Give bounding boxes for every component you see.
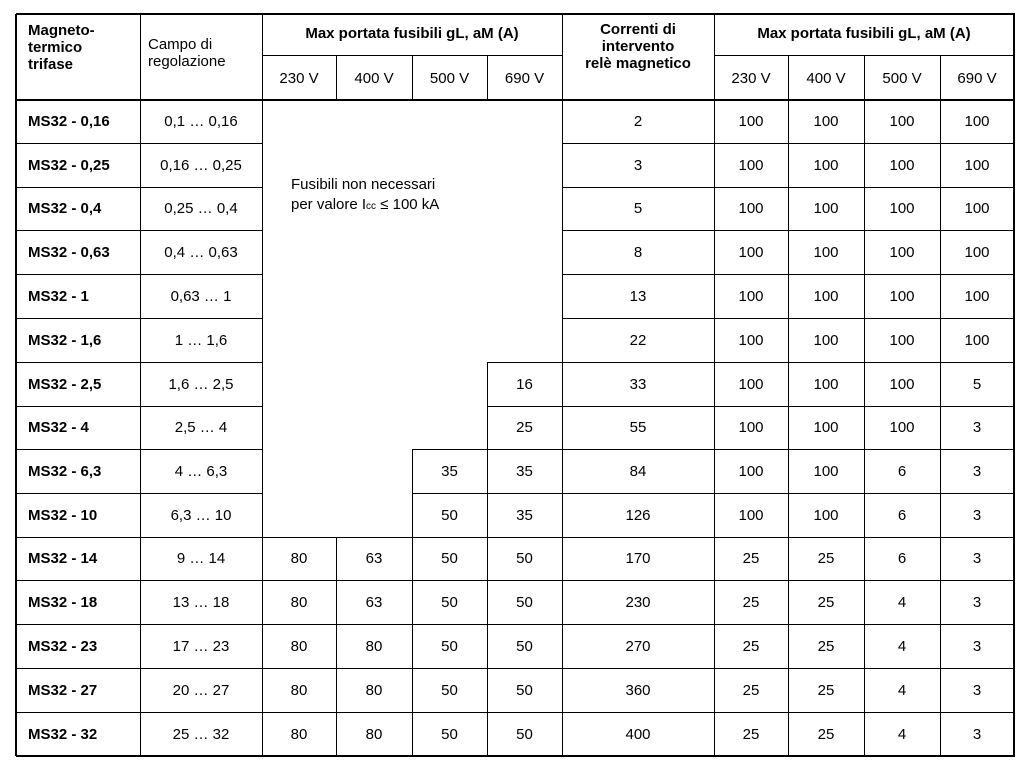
grid-line: [336, 55, 337, 100]
fuse-rating-cell: 25: [742, 593, 760, 611]
fuse-rating-cell: 80: [290, 637, 308, 655]
fuse-rating-cell: 50: [516, 725, 533, 743]
model-cell: MS32 - 18: [28, 593, 98, 611]
relay-current-cell: 5: [633, 200, 643, 217]
header-fuses-title-2: Max portata fusibili gL, aM (A): [757, 25, 971, 42]
fuse-rating-cell: 100: [889, 287, 915, 305]
relay-current-cell: 13: [629, 287, 647, 305]
model-cell: MS32 - 4: [28, 419, 89, 436]
fuse-rating-cell: [262, 493, 336, 537]
header-model-label: Magneto- termico trifase: [28, 22, 95, 73]
fuse-rating-cell: [262, 187, 336, 230]
fuse-rating-cell: 100: [813, 156, 839, 174]
relay-current-cell: 22: [629, 331, 647, 349]
fuse-rating-cell: 63: [365, 593, 383, 611]
model-cell: MS32 - 23: [28, 637, 98, 655]
model-cell: MS32 - 0,4: [28, 200, 102, 217]
range-cell: 13 … 18: [172, 593, 230, 611]
fuse-rating-cell: 100: [738, 156, 764, 174]
fuse-rating-cell: 25: [742, 681, 760, 699]
relay-current-cell: 55: [629, 419, 647, 436]
fuse-rating-cell: 6: [897, 462, 907, 480]
range-cell: 1 … 1,6: [174, 331, 228, 349]
fuse-rating-cell: 100: [813, 113, 839, 130]
model-cell: MS32 - 14: [28, 550, 98, 567]
fuse-rating-cell: [487, 187, 562, 230]
fuse-rating-cell: [487, 274, 562, 318]
fuse-rating-cell: 100: [813, 331, 839, 349]
fuse-rating-cell: 16: [516, 375, 533, 393]
fuse-rating-cell: 50: [441, 506, 458, 524]
range-cell: 0,1 … 0,16: [164, 113, 238, 130]
range-cell: 0,25 … 0,4: [164, 200, 238, 217]
fuse-rating-cell: 3: [972, 637, 982, 655]
fuse-rating-cell: 3: [972, 462, 982, 480]
fuse-rating-cell: 100: [738, 331, 764, 349]
relay-current-cell: 2: [633, 113, 643, 130]
fuse-rating-cell: [487, 143, 562, 187]
voltage-label: 500 V: [429, 69, 470, 87]
table-border: [16, 13, 1015, 15]
voltage-label: 690 V: [957, 69, 997, 87]
fuse-rating-cell: 50: [516, 593, 533, 611]
fuse-rating-cell: 50: [441, 637, 458, 655]
header-fuses-title-1: Max portata fusibili gL, aM (A): [305, 25, 519, 42]
fuse-rating-cell: 50: [441, 681, 458, 699]
fuse-rating-cell: 100: [813, 462, 839, 480]
fuse-rating-cell: 100: [889, 419, 915, 436]
fuse-rating-cell: 50: [516, 681, 533, 699]
fuse-rating-cell: [336, 318, 412, 362]
fuse-rating-cell: 80: [290, 593, 308, 611]
voltage-label: 690 V: [504, 69, 545, 87]
fuse-rating-cell: 80: [290, 681, 308, 699]
fuse-rating-cell: 100: [738, 375, 764, 393]
fuse-rating-cell: 100: [889, 375, 915, 393]
grid-line: [788, 55, 789, 100]
fuse-rating-cell: 100: [964, 331, 990, 349]
range-cell: 17 … 23: [172, 637, 230, 655]
fuse-rating-cell: 100: [889, 156, 915, 174]
voltage-label: 400 V: [354, 69, 394, 87]
fuse-rating-cell: [487, 100, 562, 143]
fuse-rating-cell: [336, 362, 412, 406]
fuse-rating-cell: [262, 274, 336, 318]
range-cell: 0,4 … 0,63: [164, 243, 238, 261]
fuse-rating-cell: 100: [813, 506, 839, 524]
fuse-rating-cell: [412, 100, 487, 143]
fuse-rating-cell: 3: [972, 593, 982, 611]
relay-current-cell: 270: [625, 637, 651, 655]
fuse-rating-cell: 35: [516, 506, 533, 524]
fuse-rating-cell: 100: [889, 331, 915, 349]
fuse-rating-cell: 50: [441, 725, 458, 743]
fuse-rating-cell: [262, 100, 336, 143]
fuse-rating-cell: 3: [972, 419, 982, 436]
fuse-rating-cell: [262, 230, 336, 274]
header-relay-current-label: Correnti di intervento relè magnetico: [585, 21, 691, 72]
fuse-rating-cell: 80: [365, 637, 383, 655]
relay-current-cell: 33: [629, 375, 647, 393]
range-cell: 9 … 14: [176, 550, 226, 567]
table-border: [15, 14, 17, 756]
fuse-rating-cell: [412, 230, 487, 274]
fuse-rating-cell: 100: [813, 243, 839, 261]
fuse-rating-cell: [336, 100, 412, 143]
fuse-rating-cell: [336, 449, 412, 493]
fuse-rating-cell: 25: [742, 637, 760, 655]
fuse-rating-cell: 25: [516, 419, 533, 436]
fuse-rating-cell: 80: [290, 725, 308, 743]
fuse-rating-cell: 50: [516, 550, 533, 567]
fuse-rating-cell: [412, 143, 487, 187]
fuse-rating-cell: [262, 406, 336, 449]
fuse-rating-cell: 100: [738, 506, 764, 524]
relay-current-cell: 400: [625, 725, 651, 743]
range-cell: 25 … 32: [172, 725, 230, 743]
fuse-rating-cell: 4: [897, 637, 907, 655]
model-cell: MS32 - 1: [28, 287, 89, 305]
fuse-rating-cell: 100: [738, 287, 764, 305]
fuse-rating-cell: 50: [441, 593, 458, 611]
fuse-rating-cell: 25: [817, 637, 835, 655]
fuse-rating-cell: 100: [964, 287, 990, 305]
fuse-rating-cell: 6: [897, 506, 907, 524]
grid-line: [412, 55, 413, 100]
fuse-rating-cell: 80: [365, 681, 383, 699]
fuse-rating-cell: [412, 318, 487, 362]
model-cell: MS32 - 2,5: [28, 375, 102, 393]
header-range-label: Campo di regolazione: [148, 36, 226, 70]
range-cell: 20 … 27: [172, 681, 230, 699]
fuse-rating-cell: 25: [742, 550, 760, 567]
grid-line: [487, 55, 488, 100]
fuse-rating-cell: 6: [897, 550, 907, 567]
voltage-label: 500 V: [882, 69, 922, 87]
fuse-rating-cell: [487, 230, 562, 274]
range-cell: 4 … 6,3: [174, 462, 228, 480]
voltage-label: 230 V: [731, 69, 771, 87]
range-cell: 1,6 … 2,5: [168, 375, 234, 393]
model-cell: MS32 - 32: [28, 725, 98, 743]
voltage-label: 400 V: [806, 69, 846, 87]
fuse-rating-cell: 50: [516, 637, 533, 655]
fuse-rating-cell: 100: [813, 200, 839, 217]
fuse-rating-cell: 3: [972, 506, 982, 524]
fuse-rating-cell: 100: [813, 419, 839, 436]
fuse-rating-cell: 100: [738, 462, 764, 480]
relay-current-cell: 126: [625, 506, 651, 524]
model-cell: MS32 - 6,3: [28, 462, 102, 480]
fuse-rating-cell: [412, 187, 487, 230]
fuse-rating-cell: 100: [964, 113, 990, 130]
fuse-rating-cell: [412, 406, 487, 449]
range-cell: 6,3 … 10: [170, 506, 232, 524]
fuse-rating-cell: [262, 449, 336, 493]
relay-current-cell: 360: [625, 681, 651, 699]
fuse-rating-cell: [412, 274, 487, 318]
fuse-rating-cell: [336, 187, 412, 230]
fuse-rating-cell: 35: [441, 462, 458, 480]
range-cell: 0,16 … 0,25: [160, 156, 242, 174]
fuse-rating-cell: 100: [738, 243, 764, 261]
fuse-rating-cell: 100: [964, 243, 990, 261]
fuse-rating-cell: [336, 406, 412, 449]
fuse-rating-cell: [336, 493, 412, 537]
voltage-label: 230 V: [279, 69, 319, 87]
fuse-rating-cell: 100: [813, 287, 839, 305]
model-cell: MS32 - 0,16: [28, 113, 110, 130]
fuse-rating-cell: 100: [738, 419, 764, 436]
fuse-rating-cell: 3: [972, 725, 982, 743]
fuse-rating-cell: 50: [441, 550, 458, 567]
fuse-rating-cell: [487, 318, 562, 362]
fuse-rating-cell: 100: [889, 200, 915, 217]
fuse-rating-cell: 3: [972, 681, 982, 699]
fuse-rating-cell: [336, 274, 412, 318]
relay-current-cell: 8: [633, 243, 643, 261]
fuse-rating-cell: 100: [738, 200, 764, 217]
fuse-rating-cell: 25: [742, 725, 760, 743]
fuse-rating-cell: 100: [964, 156, 990, 174]
grid-line: [864, 55, 865, 100]
range-cell: 0,63 … 1: [170, 287, 232, 305]
model-cell: MS32 - 27: [28, 681, 98, 699]
fuse-rating-cell: 80: [365, 725, 383, 743]
fuse-rating-cell: [336, 230, 412, 274]
relay-current-cell: 230: [625, 593, 651, 611]
fuse-rating-cell: 5: [972, 375, 982, 393]
fuse-rating-cell: 80: [290, 550, 308, 567]
fuse-rating-cell: 100: [813, 375, 839, 393]
fuse-rating-cell: 63: [365, 550, 383, 567]
fuse-rating-cell: 100: [738, 113, 764, 130]
fuse-rating-cell: 100: [964, 200, 990, 217]
fuse-rating-cell: [262, 362, 336, 406]
fuse-rating-cell: 25: [817, 550, 835, 567]
model-cell: MS32 - 10: [28, 506, 98, 524]
range-cell: 2,5 … 4: [174, 419, 228, 436]
fuse-rating-cell: 3: [972, 550, 982, 567]
fuse-rating-cell: 35: [516, 462, 533, 480]
fuse-rating-cell: 100: [889, 113, 915, 130]
model-cell: MS32 - 0,25: [28, 156, 110, 174]
fuse-rating-cell: 25: [817, 725, 835, 743]
fuse-rating-cell: 4: [897, 725, 907, 743]
fuse-rating-cell: [262, 318, 336, 362]
grid-line: [940, 55, 941, 100]
model-cell: MS32 - 0,63: [28, 243, 110, 261]
relay-current-cell: 170: [625, 550, 651, 567]
fuse-not-required-note: Fusibili non necessari per valore Icc ≤ 100 kA: [291, 176, 440, 213]
model-cell: MS32 - 1,6: [28, 331, 102, 349]
fuse-rating-cell: 100: [889, 243, 915, 261]
fuse-rating-cell: 25: [817, 681, 835, 699]
fuse-rating-cell: [336, 143, 412, 187]
fuse-rating-cell: [412, 362, 487, 406]
fuse-rating-cell: [262, 143, 336, 187]
fuse-rating-cell: 4: [897, 593, 907, 611]
relay-current-cell: 84: [629, 462, 647, 480]
fuse-rating-cell: 25: [817, 593, 835, 611]
fuse-rating-cell: 4: [897, 681, 907, 699]
relay-current-cell: 3: [633, 156, 643, 174]
